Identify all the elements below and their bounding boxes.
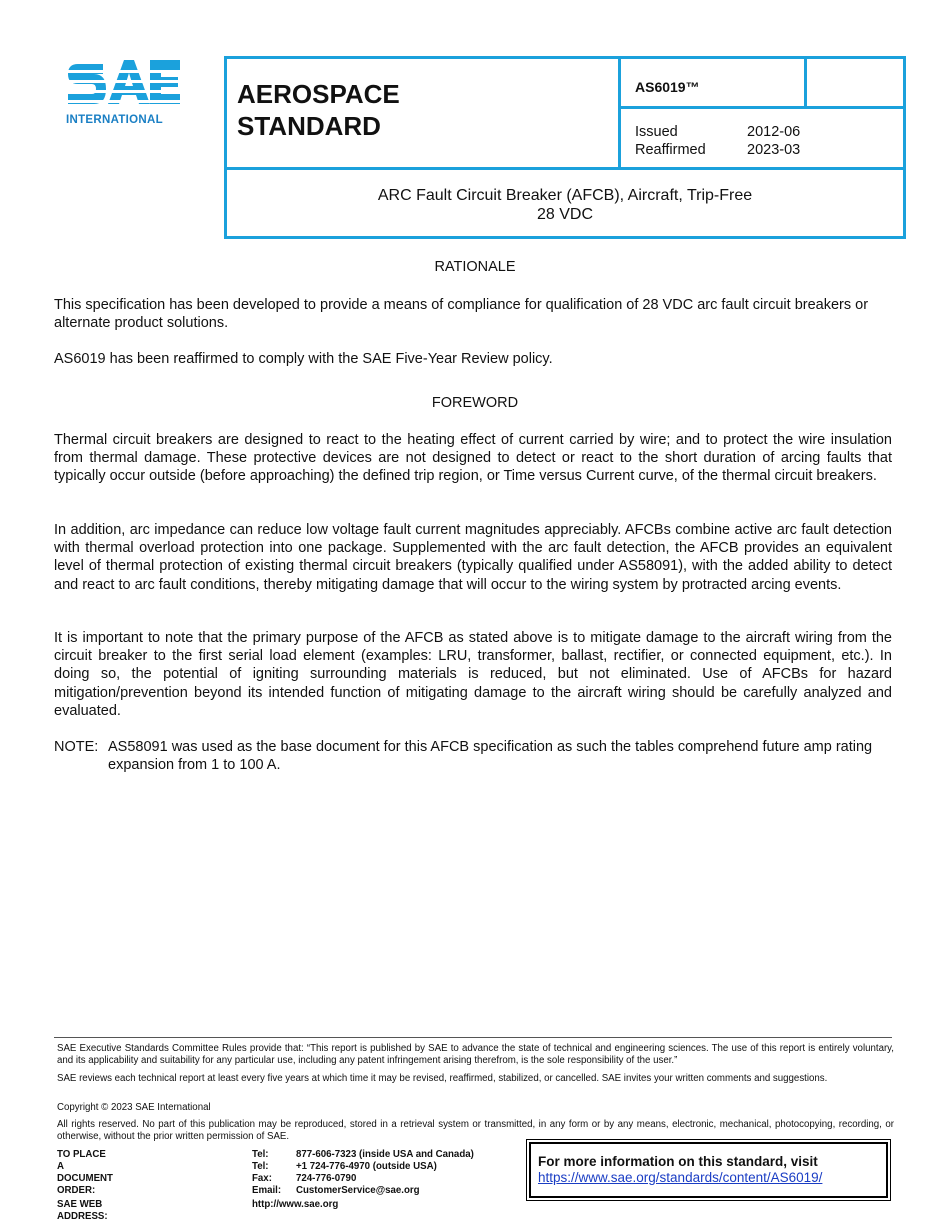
note-text: AS58091 was used as the base document for this AFCB specification as such the tables comprehend future amp rating expansion from 1 to 100 A. (108, 739, 873, 774)
rationale-heading: RATIONALE (434, 259, 516, 275)
subject-line-2: 28 VDC (536, 206, 594, 223)
document-number: AS6019™ (621, 59, 807, 109)
note (54, 738, 894, 774)
footer-review: SAE reviews each technical report at least every five years at which time it may be revised, reaffirmed, stabilized, or cancelled. SAE invites your written comments and suggestions. (57, 1073, 828, 1084)
footer-rules: SAE Executive Standards Committee Rules provide that: “This report is published by SAE to advance the state of technical and engineering sciences. The use of this report is entirely voluntary, and its applicability and suitability for any particular use, including any patent infringement arising therefrom, is the sole responsibility of the user.” (57, 1043, 894, 1066)
document-type (227, 59, 621, 167)
header-blank-cell (807, 59, 903, 109)
footer-rights: All rights reserved. No part of this publication may be reproduced, stored in a retrieval system or transmitted, in any form or by any means, electronic, mechanical, photocopying, recording, or otherwise, without the prior written permission of SAE. (57, 1119, 894, 1142)
reaffirmed-label: Reaffirmed (635, 142, 706, 158)
order-tel-2: Tel: +1 724-776-4970 (outside USA) (252, 1161, 437, 1172)
issued-date: 2012-06 (747, 124, 801, 140)
issue-dates (621, 109, 903, 167)
note-label: NOTE: (54, 739, 99, 755)
document-subject (227, 170, 903, 236)
web-address-label: SAE WEB ADDRESS: (57, 1199, 108, 1222)
order-fax: Fax: 724-776-0790 (252, 1173, 357, 1184)
web-address-link[interactable]: http://www.sae.org (252, 1199, 339, 1210)
rationale-paragraph-2: AS6019 has been reaffirmed to comply with the SAE Five-Year Review policy. (54, 351, 553, 367)
logo-wordmark: SAE (66, 56, 69, 57)
foreword-paragraph-1: Thermal circuit breakers are designed to react to the heating effect of current carried by wire; and to protect the wire insulation from thermal damage. These protective devices are not designed to detect or react to the short duration of arcing faults that typically occur outside (before approaching) the defined trip region, or Time versus Current curve, of the thermal circuit breakers. (54, 432, 892, 485)
issued-label: Issued (635, 124, 678, 140)
reaffirmed-date: 2023-03 (747, 142, 801, 158)
footer-copyright: Copyright © 2023 SAE International (57, 1102, 211, 1113)
more-info-title: For more information on this standard, visit (538, 1154, 818, 1169)
rationale-paragraph-1: This specification has been developed to provide a means of compliance for qualification of 28 VDC arc fault circuit breakers or alternate product solutions. (54, 297, 869, 332)
subject-line-1: ARC Fault Circuit Breaker (AFCB), Aircraft, Trip-Free (377, 187, 753, 204)
logo-subtext: INTERNATIONAL (66, 114, 163, 126)
standard-link[interactable]: https://www.sae.org/standards/content/AS6019/ (538, 1170, 823, 1185)
more-info-box (526, 1139, 891, 1201)
sae-logo-mark (66, 56, 182, 112)
title-line-1: AEROSPACE (237, 79, 400, 109)
order-tel-1: Tel: 877-606-7323 (inside USA and Canada) (252, 1149, 474, 1160)
foreword-paragraph-2: In addition, arc impedance can reduce low voltage fault current magnitudes appreciably. AFCBs combine active arc fault detection with thermal overload protection into one package. Supplemented with the arc fault detection, the AFCB provides an equivalent level of thermal protection of existing thermal circuit breakers (typically qualified under AS58091), with the added ability to detect and react to arc fault conditions, thereby mitigating damage that will occur to the wiring system by protracted arcing events. (54, 522, 892, 593)
foreword-paragraph-3: It is important to note that the primary purpose of the AFCB as stated above is to mitigate damage to the aircraft wiring from the circuit breaker to the first serial load element (examples: LRU, transformer, ballast, rectifier, or connected equipment, etc.). In doing so, the potential of igniting surrounding materials is reduced, but not eliminated. Use of AFCBs for hazard mitigation/prevention beyond its intended function of mitigating damage to the aircraft wiring should be carefully analyzed and evaluated. (54, 630, 892, 719)
sae-logo (66, 56, 190, 126)
order-email[interactable]: Email: CustomerService@sae.org (252, 1185, 420, 1196)
foreword-heading: FOREWORD (431, 395, 519, 411)
footer-divider (54, 1037, 892, 1038)
title-line-2: STANDARD (237, 111, 381, 141)
order-label: TO PLACE A DOCUMENT ORDER: (57, 1149, 113, 1196)
header-box (224, 56, 906, 239)
